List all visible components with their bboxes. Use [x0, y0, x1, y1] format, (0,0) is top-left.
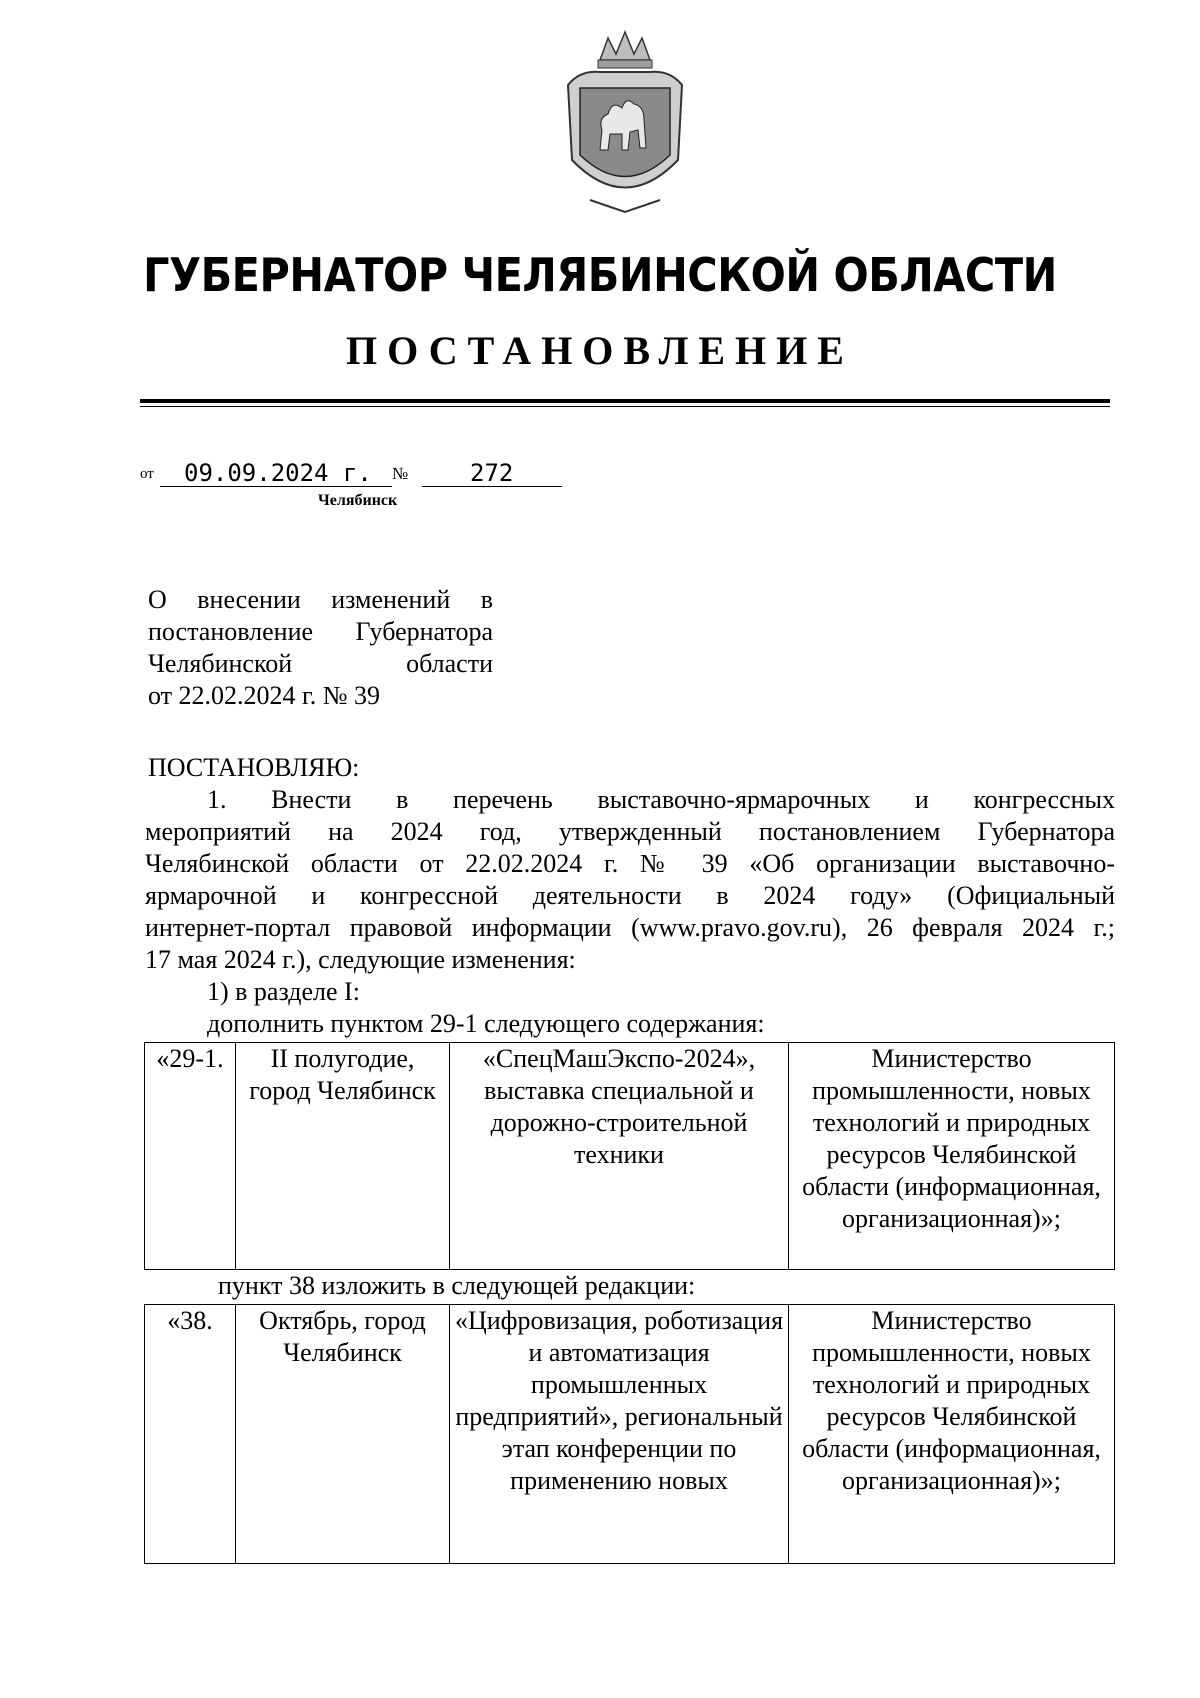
- section-line: 1) в разделе I:: [207, 977, 360, 1006]
- coat-of-arms-icon: [560, 30, 690, 215]
- table-row: [145, 1305, 1115, 1564]
- item-period: Октябрь, город Челябинск: [236, 1305, 450, 1564]
- body-line: интернет-портал правовой информации (www.pravo.gov.ru), 26 февраля 2024 г.;: [145, 913, 1115, 942]
- subject-line: постановление Губернатора: [148, 617, 493, 646]
- amendment-table-29-1: [144, 1042, 1115, 1270]
- item-event: «СпецМашЭкспо-2024», выставка специальной и дорожно-строительной техники: [450, 1043, 789, 1270]
- subject-line: от 22.02.2024 г. № 39: [148, 681, 381, 710]
- item-event: «Цифровизация, роботизация и автоматизация промышленных предприятий», региональный этап конференции по применению новых: [450, 1305, 789, 1564]
- number-sign-label: №: [392, 464, 409, 483]
- body-line: 17 мая 2024 г.), следующие изменения:: [145, 945, 576, 974]
- document-subject: [148, 584, 493, 712]
- add-item-line: дополнить пунктом 29-1 следующего содержания:: [207, 1009, 765, 1038]
- decree-body: [145, 784, 1115, 1040]
- subject-line: Челябинской области: [148, 649, 493, 678]
- item-organizer: Министерство промышленности, новых технологий и природных ресурсов Челябинской области (информационная, организационная)»;: [789, 1305, 1115, 1564]
- organization-title: ГУБЕРНАТОР ЧЕЛЯБИНСКОЙ ОБЛАСТИ: [143, 248, 1057, 302]
- header-rule-thin: [140, 406, 1110, 407]
- decree-word: ПОСТАНОВЛЯЮ:: [148, 753, 360, 782]
- issue-city: Челябинск: [318, 492, 398, 509]
- header-rule-thick: [140, 399, 1110, 403]
- body-line: мероприятий на 2024 год, утвержденный постановлением Губернатора: [145, 817, 1115, 846]
- item-organizer: Министерство промышленности, новых технологий и природных ресурсов Челябинской области (информационная, организационная)»;: [789, 1043, 1115, 1270]
- table-row: [145, 1043, 1115, 1270]
- body-line: 1. Внести в перечень выставочно-ярмарочных и конгрессных: [207, 785, 1115, 814]
- amendment-table-38: [144, 1304, 1115, 1564]
- document-type: ПОСТАНОВЛЕНИЕ: [346, 328, 854, 373]
- body-line: ярмарочной и конгрессной деятельности в 2024 году» (Официальный: [145, 881, 1115, 910]
- date-prefix-label: от: [140, 466, 154, 482]
- item-number: «29-1.: [145, 1043, 236, 1270]
- document-date: 09.09.2024 г.: [160, 460, 392, 487]
- item-number: «38.: [145, 1305, 236, 1564]
- item-period: II полугодие, город Челябинск: [236, 1043, 450, 1270]
- subject-line: О внесении изменений в: [148, 585, 493, 614]
- item-38-instruction: пункт 38 изложить в следующей редакции:: [218, 1271, 696, 1300]
- document-number: 272: [422, 460, 562, 487]
- body-line: Челябинской области от 22.02.2024 г. № 39 «Об организации выставочно-: [145, 849, 1115, 878]
